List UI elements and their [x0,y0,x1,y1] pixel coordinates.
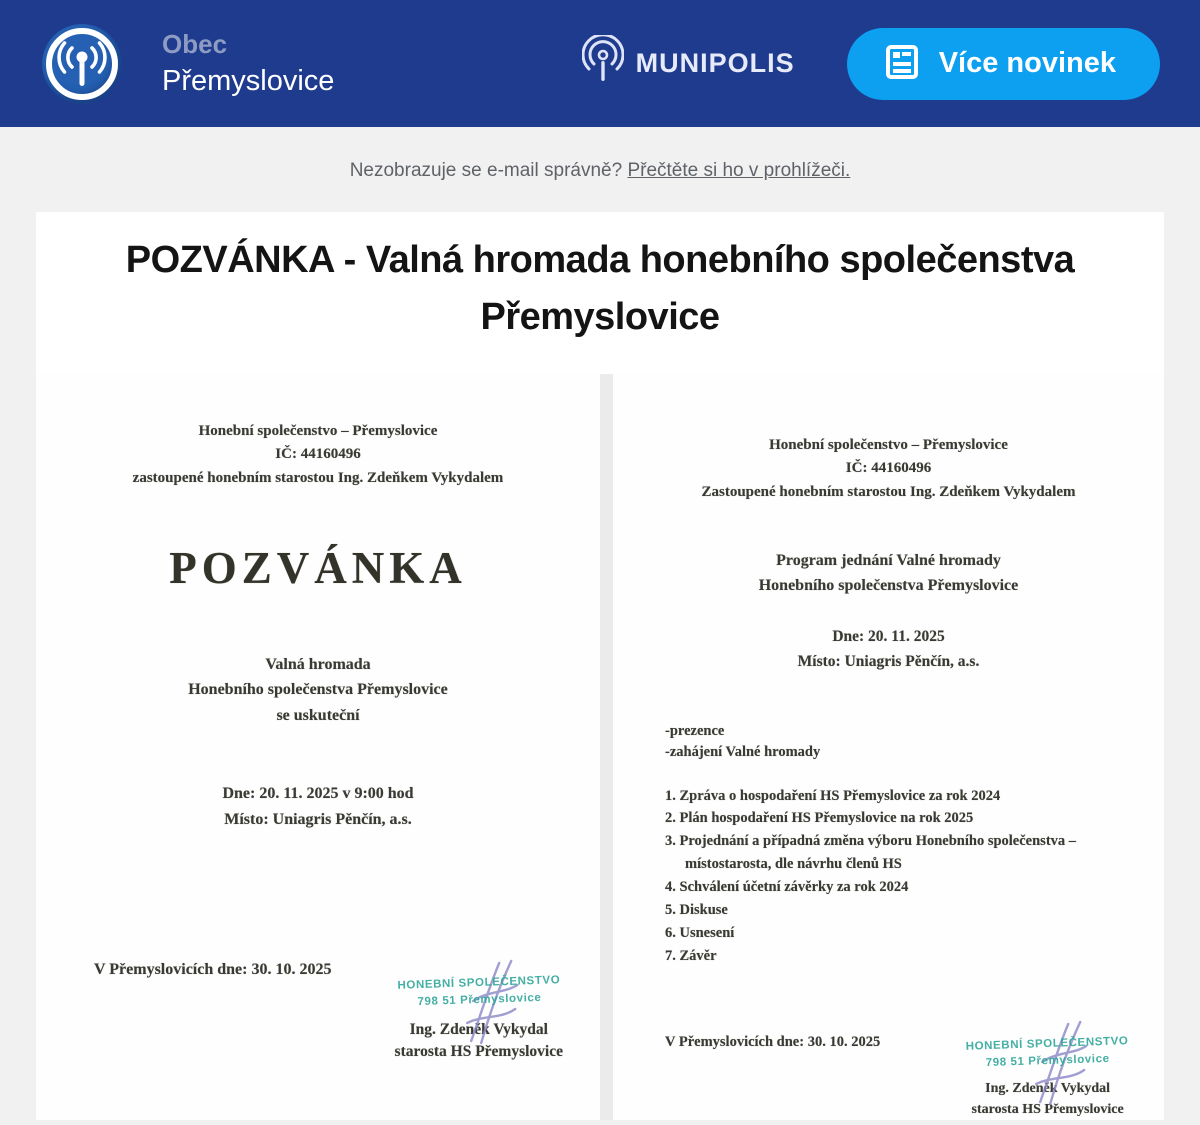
doc-right-org-line2: IČ: 44160496 [845,460,932,477]
email-view-notice [0,127,1200,212]
more-news-button[interactable] [847,28,1160,100]
doc-right-pre-items [665,721,1164,763]
doc-left-body-line2: Honebního společenstva Přemyslovice [188,681,448,699]
org-title-block [162,28,334,100]
doc-left-date-block [36,781,600,834]
munipolis-wordmark: MUNIPOLIS [635,48,795,78]
org-name: Přemyslovice [162,65,335,98]
doc-left-body-line3: se uskuteční [276,706,360,724]
munipolis-brand[interactable] [582,35,795,92]
munipolis-antenna-icon [582,35,624,92]
doc-right-signer [966,1079,1129,1120]
doc-right-stamp [966,1033,1130,1073]
doc-right-signer-name: Ing. Zdeněk Vykydal [985,1081,1111,1097]
doc-right-org-line1: Honební společenstvo – Přemyslovice [769,437,1008,453]
notice-text: Nezobrazuje se e-mail správně? [349,160,628,181]
doc-left-footer [36,961,600,1063]
doc-right-date-block [613,625,1164,675]
pre-item: -prezence [665,722,725,739]
doc-left-heading: POZVÁNKA [169,542,467,593]
doc-left-date-line: Dne: 20. 11. 2025 v 9:00 hod [222,784,414,802]
agenda-item: 7. Závěr [665,947,717,964]
newspaper-icon [883,43,921,84]
doc-left-signer-role: starosta HS Přemyslovice [394,1043,563,1061]
scanned-documents [36,374,1164,1120]
agenda-item: 6. Usnesení [665,925,735,941]
doc-left-body-line1: Valná hromada [265,655,371,673]
agenda-item: 1. Zpráva o hospodaření HS Přemyslovice za rok 2024 [665,787,1001,804]
article-title: POZVÁNKA - Valná hromada honebního společenstva Přemyslovice [125,239,1075,338]
agenda-item: 5. Diskuse [665,902,728,919]
doc-left-issued-line: V Přemyslovicích dne: 30. 10. 2025 [94,961,332,979]
doc-right-stamp-line1: HONEBNÍ SPOLEČENSTVO [965,1034,1129,1053]
invitation-document-scan [36,374,600,1120]
email-header [0,0,1200,127]
doc-left-org-line1: Honební společenstvo – Přemyslovice [198,423,438,439]
doc-left-stamp-line1: HONEBNÍ SPOLEČENSTVO [396,974,561,993]
doc-left-signature-block [395,975,563,1063]
doc-right-org-block [613,434,1164,504]
doc-left-stamp-line2: 798 51 Přemyslovice [416,992,542,1009]
more-news-label: Více novinek [938,47,1116,79]
doc-right-org-line3: Zastoupené honebním starostou Ing. Zdeňkem Vykydalem [701,483,1076,500]
doc-left-body-block [36,652,600,729]
pre-item: -zahájení Valné hromady [665,743,821,760]
doc-right-place-line: Místo: Uniagris Pěnčín, a.s. [797,652,980,670]
agenda-document-scan [613,374,1164,1120]
doc-right-date-line: Dne: 20. 11. 2025 [832,627,945,645]
doc-right-heading-line2: Honebního společenstva Přemyslovice [758,577,1019,595]
doc-left-org-line3: zastoupené honebním starostou Ing. Zdeňkem Vykydalem [132,469,504,486]
doc-left-signer-name: Ing. Zdeněk Vykydal [409,1020,548,1038]
doc-right-stamp-line2: 798 51 Přemyslovice [985,1052,1111,1070]
org-label: Obec [162,28,228,59]
doc-left-place-line: Místo: Uniagris Pěnčín, a.s. [224,810,412,828]
doc-right-footer [613,1034,1164,1120]
doc-left-stamp [394,972,564,1012]
doc-right-signature-block [966,1036,1129,1120]
doc-right-agenda-list [665,785,1112,968]
municipality-logo [42,24,122,104]
doc-left-org-block [36,420,600,490]
agenda-item: 2. Plán hospodaření HS Přemyslovice na rok 2025 [665,810,974,827]
view-in-browser-link[interactable]: Přečtěte si ho v prohlížeči. [627,160,851,181]
content-card [36,212,1164,1120]
agenda-item: 4. Schválení účetní závěrky za rok 2024 [665,879,909,896]
doc-left-signer [395,1019,563,1064]
document-gap-divider [600,374,613,1120]
doc-left-org-line2: IČ: 44160496 [275,446,361,463]
doc-right-issued-line: V Přemyslovicích dne: 30. 10. 2025 [665,1033,881,1050]
agenda-item: 3. Projednání a případná změna výboru Honebního společenstva – místostarosta, dle návrhu členů HS [665,833,1077,873]
doc-right-heading-line1: Program jednání Valné hromady [776,551,1001,569]
doc-right-signer-role: starosta HS Přemyslovice [971,1101,1124,1117]
doc-right-heading-block [613,548,1164,599]
